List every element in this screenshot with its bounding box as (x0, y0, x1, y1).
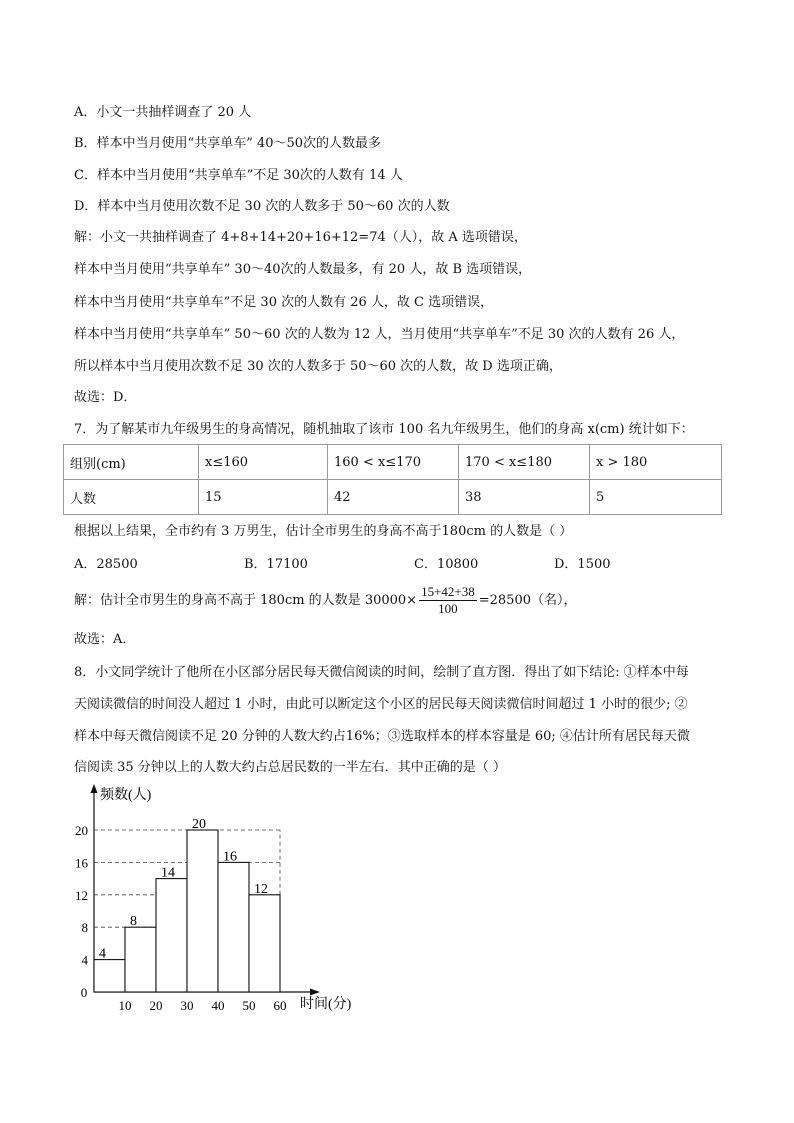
q6-option-c: C．样本中当月使用“共享单车”不足 30次的人数有 14 人 (74, 168, 403, 183)
table-cell: 38 (459, 480, 590, 515)
bar-value-label: 16 (223, 849, 237, 865)
q7-question: 根据以上结果，全市约有 3 万男生，估计全市男生的身高不高于180cm 的人数是（ ） (74, 524, 573, 539)
histogram-chart (64, 782, 364, 1018)
x-tick-label: 20 (149, 998, 163, 1013)
y-tick-label: 12 (75, 887, 88, 903)
histogram-bar (156, 879, 187, 992)
q6-option-d: D．样本中当月使用次数不足 30 次的人数多于 50～60 次的人数 (74, 199, 450, 214)
bar-value-label: 12 (254, 881, 268, 897)
y-tick-label: 20 (75, 823, 88, 838)
y-tick-label: 16 (75, 855, 88, 871)
table-cell: x > 180 (590, 445, 722, 480)
q7-solution-prefix: 解：估计全市男生的身高不高于 180cm 的人数是 30000× (74, 593, 418, 608)
bar-value-label: 8 (130, 914, 137, 930)
q6-solution-line: 样本中当月使用“共享单车” 50～60 次的人数为 12 人，当月使用“共享单车”不足 30 次的人数有 26 人， (74, 327, 685, 342)
q6-answer: 故选：D． (74, 390, 137, 405)
table-cell: 170 < x≤180 (459, 445, 590, 480)
q8-line: 8．小文同学统计了他所在小区部分居民每天微信阅读的时间，绘制了直方图．得出了如下结论: ①样本中每 (74, 665, 689, 680)
bar-value-label: 4 (99, 946, 106, 962)
x-axis-arrow-icon (310, 989, 320, 996)
q7-options (74, 556, 724, 574)
table-cell: 15 (199, 480, 328, 515)
histogram-bar (125, 927, 156, 992)
q7-solution (74, 584, 577, 618)
q8-line: 信阅读 35 分钟以上的人数大约占总居民数的一半左右．其中正确的是（ ） (74, 760, 506, 775)
q7-option-c: C．10800 (414, 557, 479, 572)
x-tick-label: 40 (211, 998, 225, 1013)
q7-option-a: A．28500 (74, 557, 138, 572)
y-axis-arrow-icon (91, 784, 98, 793)
q7-fraction (419, 584, 477, 617)
y-axis-label: 频数(人) (100, 788, 152, 803)
x-tick-label: 50 (242, 998, 256, 1013)
origin-label: 0 (80, 985, 88, 1000)
q6-option-a: A．小文一共抽样调查了 20 人 (74, 105, 252, 120)
table-row (64, 445, 722, 480)
q8-line: 样本中每天微信阅读不足 20 分钟的人数大约占16%；③选取样本的样本容量是 60; ④估计所有居民每天微 (74, 729, 690, 744)
table-cell: 160 < x≤170 (328, 445, 459, 480)
q7-option-d: D．1500 (554, 557, 611, 572)
x-tick-label: 60 (273, 998, 287, 1013)
histogram-bar (218, 862, 249, 992)
table-cell: x≤160 (199, 445, 328, 480)
q7-answer: 故选：A． (74, 632, 136, 647)
q7-height-table (63, 444, 722, 515)
table-cell: 5 (590, 480, 722, 515)
table-cell: 组别(cm) (64, 445, 199, 480)
q6-option-b: B．样本中当月使用“共享单车” 40～50次的人数最多 (74, 136, 382, 151)
x-tick-label: 30 (180, 998, 194, 1013)
histogram-bar (249, 895, 280, 992)
y-tick-label: 4 (81, 952, 88, 968)
x-axis-label: 时间(分) (300, 997, 352, 1012)
histogram-bar (187, 830, 218, 992)
bar-value-label: 20 (192, 817, 206, 832)
q6-solution-line: 所以样本中当月使用次数不足 30 次的人数多于 50～60 次的人数，故 D 选项正确， (74, 359, 562, 374)
fraction-denominator: 100 (438, 601, 458, 616)
q6-solution-line: 样本中当月使用“共享单车” 30～40次的人数最多，有 20 人，故 B 选项错误， (74, 262, 532, 277)
fraction-numerator: 15+42+38 (421, 584, 475, 599)
q6-solution-line: 解：小文一共抽样调查了 4+8+14+20+16+12=74（人），故 A 选项错误， (74, 230, 527, 245)
histogram-bar (94, 960, 125, 992)
q7-solution-suffix: =28500（名）， (478, 593, 577, 608)
y-tick-label: 8 (81, 920, 88, 936)
q7-stem: 7．为了解某市九年级男生的身高情况，随机抽取了该市 100 名九年级男生，他们的身高 x(cm) 统计如下： (74, 422, 694, 437)
table-row (64, 480, 722, 515)
q8-line: 天阅读微信的时间没人超过 1 小时，由此可以断定这个小区的居民每天阅读微信时间超过 1 小时的很少; ② (74, 697, 688, 712)
x-tick-label: 10 (118, 998, 132, 1013)
table-cell: 42 (328, 480, 459, 515)
q7-option-b: B．17100 (244, 557, 308, 572)
table-cell: 人数 (64, 480, 199, 515)
q6-solution-line: 样本中当月使用“共享单车”不足 30 次的人数有 26 人，故 C 选项错误， (74, 295, 494, 310)
bar-value-label: 14 (161, 865, 175, 881)
